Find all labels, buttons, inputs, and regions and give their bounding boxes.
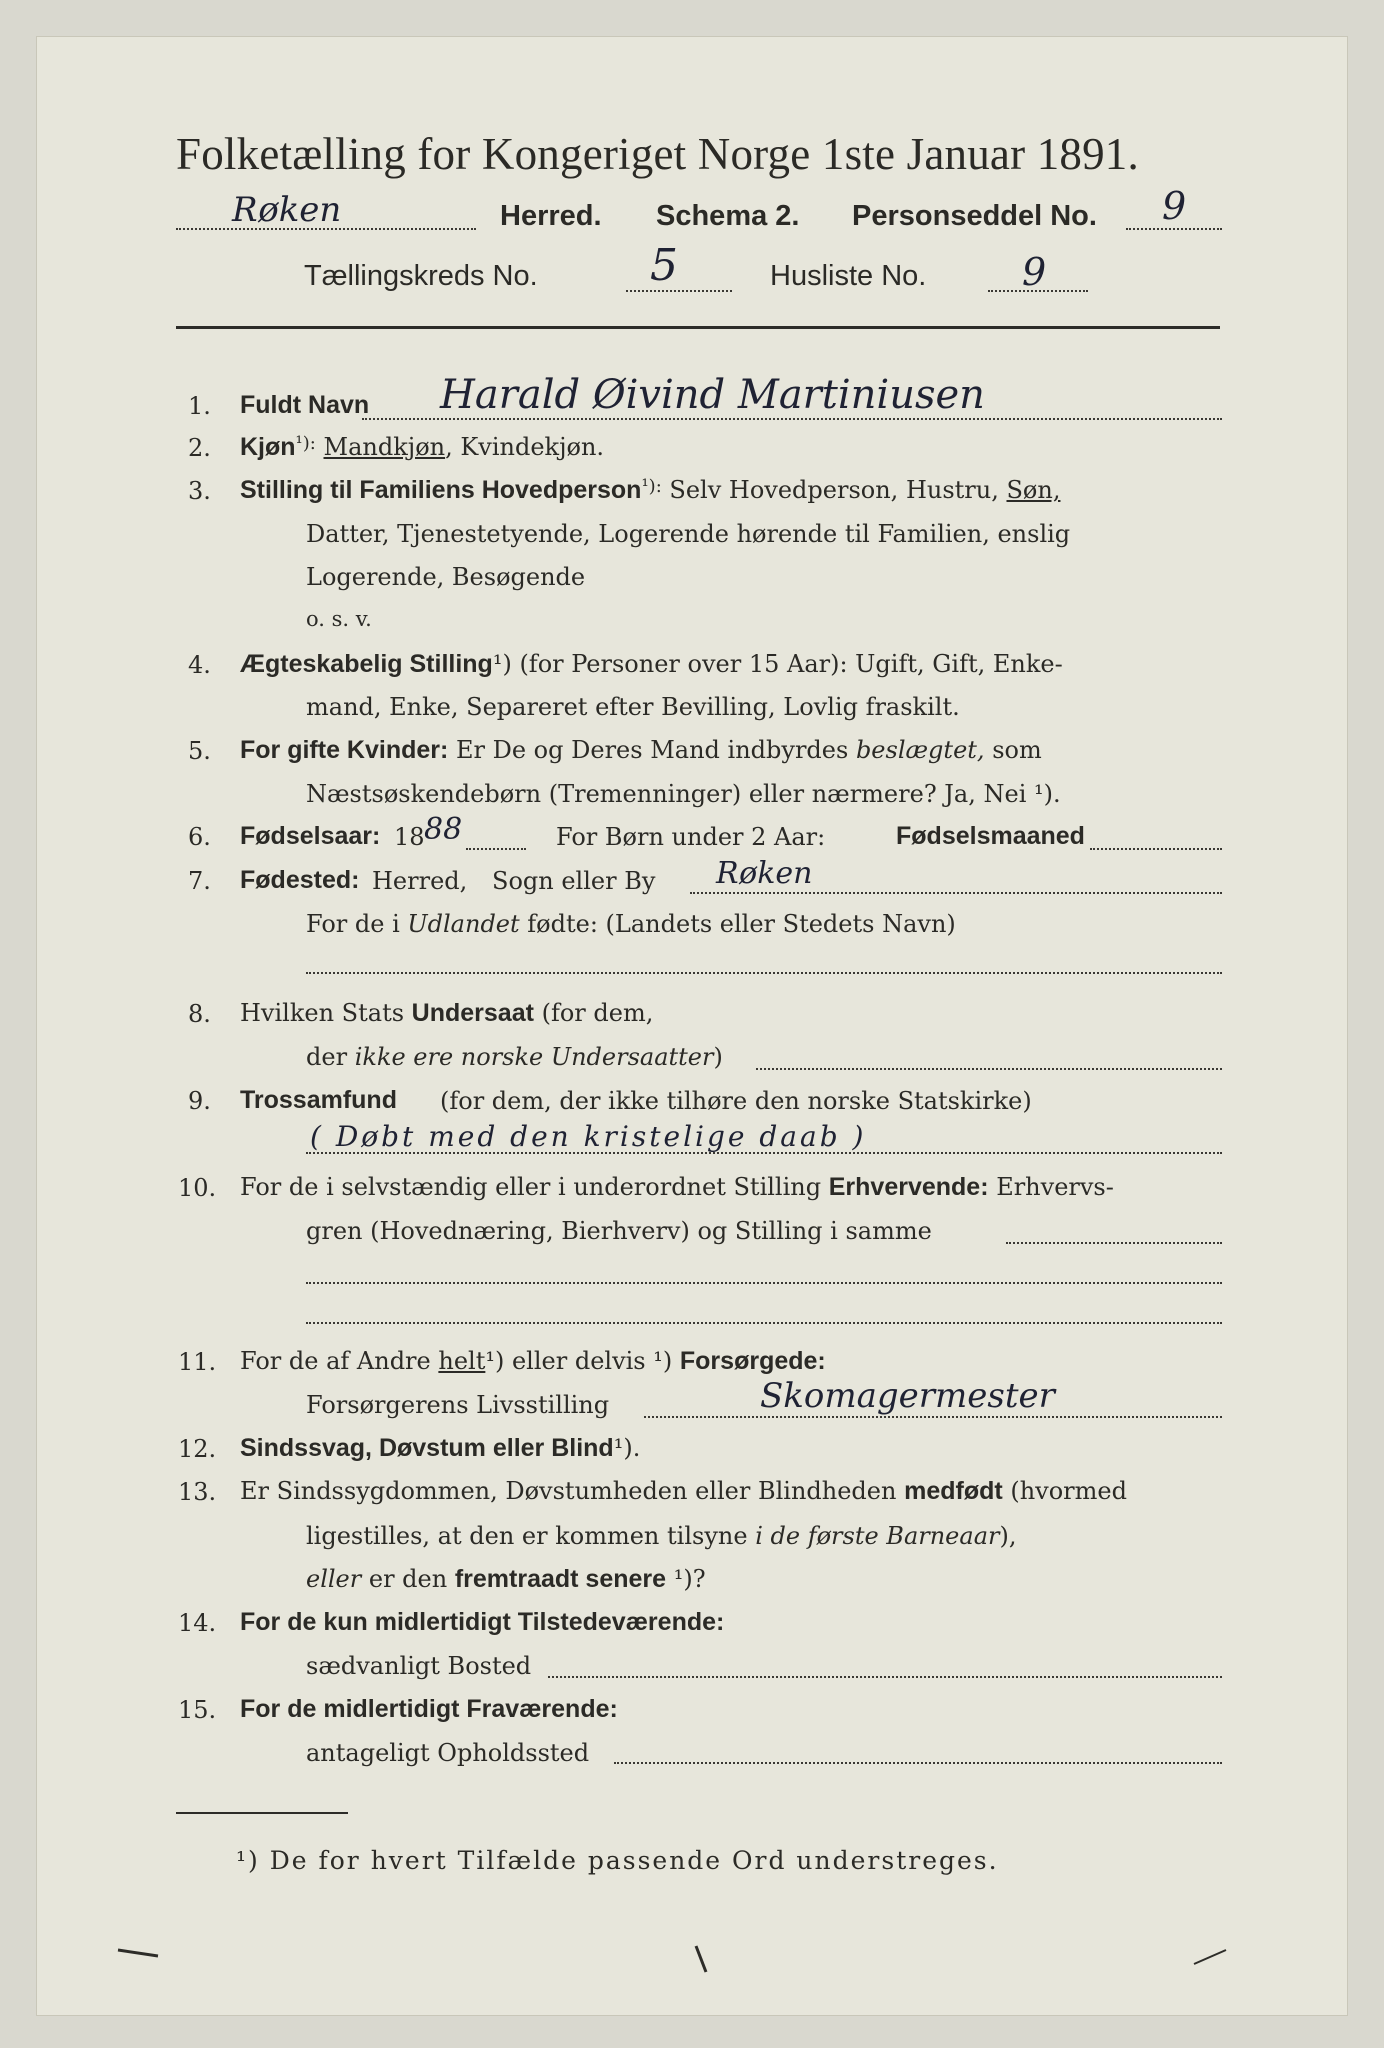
q3-line4: o. s. v. xyxy=(306,607,372,631)
q8-text: (for dem, xyxy=(541,999,654,1027)
q15-number: 15. xyxy=(178,1696,217,1724)
q3-sup: ¹): xyxy=(641,476,662,497)
q13-text-a: Er Sindssygdommen, Døvstumheden eller Blindheden xyxy=(240,1477,897,1505)
herred-answer: Røken xyxy=(232,190,342,230)
q7-herred: Herred, xyxy=(372,867,468,895)
q13-text-b: medfødt xyxy=(904,1477,1003,1505)
scan-mark-center xyxy=(696,1946,706,1972)
q12-number: 12. xyxy=(178,1435,217,1463)
q3-line3: Logerende, Besøgende xyxy=(306,563,586,591)
q13-text-d: ligestilles, at den er kommen tilsyne xyxy=(306,1522,748,1550)
q2-label: Kjøn xyxy=(240,433,296,461)
q4-number: 4. xyxy=(188,651,211,679)
q9-number: 9. xyxy=(188,1087,211,1115)
q6-label: Fødselsaar: xyxy=(240,822,381,850)
q8-label-bold: Undersaat xyxy=(411,999,534,1027)
q4-label: Ægteskabelig Stilling xyxy=(240,650,493,678)
q15-label: For de midlertidigt Fraværende: xyxy=(240,1695,618,1723)
husliste-label: Husliste No. xyxy=(770,260,927,292)
q13-text-i: fremtraadt senere xyxy=(454,1565,667,1593)
q11-text-c: Forsørgede: xyxy=(679,1347,826,1375)
q1-answer: Harald Øivind Martiniusen xyxy=(440,372,985,418)
q5-text-c: som xyxy=(992,736,1042,764)
kreds-label: Tællingskreds No. xyxy=(304,260,538,292)
q11-helt: helt xyxy=(438,1347,486,1375)
scan-mark-right xyxy=(1194,1950,1226,1964)
q2-mandkjon: Mandkjøn xyxy=(323,433,446,461)
q3-line2: Datter, Tjenestetyende, Logerende hørende til Familien, enslig xyxy=(306,520,1071,548)
q10-text-b: Erhvervende: xyxy=(828,1173,989,1201)
q7-number: 7. xyxy=(188,867,211,895)
q13-text-e: i de første Barneaar xyxy=(755,1522,1000,1550)
q14-number: 14. xyxy=(178,1609,217,1637)
q7-sogn: Sogn eller By xyxy=(492,867,656,895)
q8-text-b: ikke ere norske Undersaatter xyxy=(354,1043,714,1071)
q4-line2: mand, Enke, Separeret efter Bevilling, Lovlig fraskilt. xyxy=(306,693,960,721)
q8-label: Hvilken Stats xyxy=(240,999,405,1027)
q5-line2: Næstsøskendebørn (Tremenninger) eller nærmere? Ja, Nei ¹). xyxy=(306,780,1061,808)
q3-son: Søn, xyxy=(1006,476,1061,504)
form-title: Folketælling for Kongeriget Norge 1ste Januar 1891. xyxy=(176,129,1139,179)
q9-line1: (for dem, der ikke tilhøre den norske Statskirke) xyxy=(440,1087,1032,1115)
q10-number: 10. xyxy=(178,1174,217,1202)
q5-label: For gifte Kvinder: xyxy=(240,736,449,764)
q12-rest: ¹). xyxy=(613,1434,641,1462)
q5-text-a: Er De og Deres Mand indbyrdes xyxy=(455,736,849,764)
q13-text-f: ), xyxy=(999,1522,1017,1550)
q11-number: 11. xyxy=(178,1348,217,1376)
q10-text-a: For de i selvstændig eller i underordnet Stilling xyxy=(240,1173,822,1201)
q10-text-c: Erhvervs- xyxy=(996,1173,1114,1201)
q8-text-a: der xyxy=(306,1043,348,1071)
q1-number: 1. xyxy=(188,392,211,420)
personseddel-answer: 9 xyxy=(1162,184,1187,228)
q2-rest: , Kvindekjøn. xyxy=(445,433,605,461)
personseddel-label: Personseddel No. xyxy=(852,200,1097,232)
q3-label: Stilling til Familiens Hovedperson xyxy=(240,476,642,504)
q3-options: Selv Hovedperson, Hustru, xyxy=(669,476,999,504)
q13-text-h: er den xyxy=(368,1565,448,1593)
q7-text-a: For de i xyxy=(306,910,400,938)
kreds-answer: 5 xyxy=(650,240,678,291)
q3-number: 3. xyxy=(188,477,211,505)
footnote: ¹) De for hvert Tilfælde passende Ord understreges. xyxy=(236,1846,999,1875)
q7-label: Fødested: xyxy=(240,866,360,894)
q15-line2: antageligt Opholdssted xyxy=(306,1739,590,1767)
q11-text-a: For de af Andre xyxy=(240,1347,431,1375)
q8-number: 8. xyxy=(188,1000,211,1028)
q9-answer: ( Døbt med den kristelige daab ) xyxy=(310,1120,867,1153)
q14-line2: sædvanligt Bosted xyxy=(306,1652,532,1680)
q2-number: 2. xyxy=(188,434,211,462)
q6-label2: Fødselsmaaned xyxy=(896,822,1085,850)
q13-text-j: ¹)? xyxy=(673,1565,706,1593)
q11-text-b: ¹) eller delvis ¹) xyxy=(485,1347,673,1375)
q14-label: For de kun midlertidigt Tilstedeværende: xyxy=(240,1608,725,1636)
q13-number: 13. xyxy=(178,1478,217,1506)
q6-year-prefix: 18 xyxy=(394,823,425,851)
husliste-answer: 9 xyxy=(1022,250,1047,294)
scan-mark-left xyxy=(118,1950,158,1956)
q6-year-answer: 88 xyxy=(424,812,463,847)
q8-text-c: ) xyxy=(713,1043,723,1071)
q4-options: ¹) (for Personer over 15 Aar): Ugift, Gift, Enke- xyxy=(492,650,1063,678)
q7-text-c: fødte: (Landets eller Stedets Navn) xyxy=(527,910,956,938)
q12-label: Sindssvag, Døvstum eller Blind xyxy=(240,1434,614,1462)
q6-mid: For Børn under 2 Aar: xyxy=(556,823,826,851)
q10-line2: gren (Hovednæring, Bierhverv) og Stilling i samme xyxy=(306,1217,932,1245)
q13-text-g: eller xyxy=(306,1565,362,1593)
q5-text-b: beslægtet, xyxy=(855,736,985,764)
q13-text-c: (hvormed xyxy=(1010,1477,1127,1505)
q5-number: 5. xyxy=(188,737,211,765)
q2-sup: ¹): xyxy=(295,433,316,454)
q9-label: Trossamfund xyxy=(240,1086,397,1114)
herred-label: Herred. xyxy=(500,200,602,232)
q11-line2: Forsørgerens Livsstilling xyxy=(306,1391,610,1419)
schema-label: Schema 2. xyxy=(656,200,800,232)
q1-label: Fuldt Navn xyxy=(240,391,370,419)
q11-answer: Skomagermester xyxy=(760,1376,1055,1416)
q7-answer: Røken xyxy=(716,856,813,891)
q7-text-b: Udlandet xyxy=(407,910,520,938)
q6-number: 6. xyxy=(188,823,211,851)
